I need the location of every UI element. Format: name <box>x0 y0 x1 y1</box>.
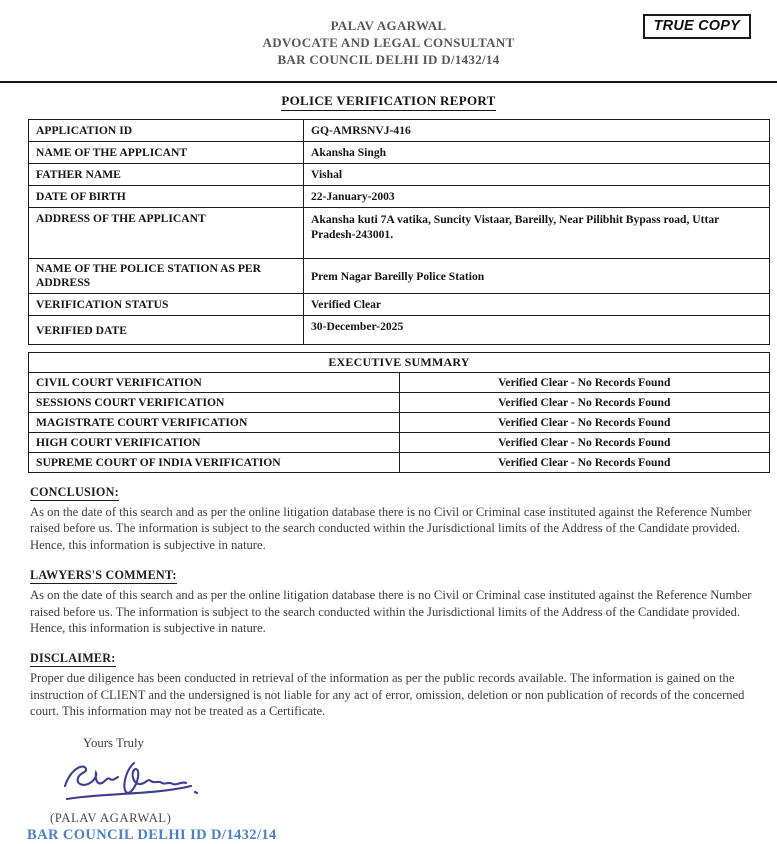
summary-label: SESSIONS COURT VERIFICATION <box>29 393 400 413</box>
summary-title-row <box>29 353 770 373</box>
true-copy-stamp: TRUE COPY <box>643 14 751 39</box>
summary-label: CIVIL COURT VERIFICATION <box>29 373 400 393</box>
field-value: 22-January-2003 <box>304 186 770 208</box>
signatory-name: (PALAV AGARWAL) <box>50 810 172 825</box>
closing-text: Yours Truly <box>83 735 144 750</box>
letterhead-name: PALAV AGARWAL <box>330 18 447 33</box>
applicant-table <box>28 119 770 345</box>
summary-row <box>29 373 770 393</box>
summary-label: MAGISTRATE COURT VERIFICATION <box>29 413 400 433</box>
field-label: VERIFIED DATE <box>29 316 304 345</box>
field-label: DATE OF BIRTH <box>29 186 304 208</box>
signature-image <box>27 757 777 807</box>
signatory-bar-id: BAR COUNCIL DELHI ID D/1432/14 <box>27 826 277 843</box>
field-row <box>29 186 770 208</box>
field-label: NAME OF THE APPLICANT <box>29 142 304 164</box>
letterhead-subtitle: ADVOCATE AND LEGAL CONSULTANT <box>262 35 515 50</box>
field-row <box>29 294 770 316</box>
section-heading: DISCLAIMER: <box>30 651 116 666</box>
summary-value: Verified Clear - No Records Found <box>399 393 770 413</box>
field-label: ADDRESS OF THE APPLICANT <box>29 208 304 259</box>
section-heading: CONCLUSION: <box>30 485 119 499</box>
summary-value: Verified Clear - No Records Found <box>399 413 770 433</box>
section-heading: LAWYERS'S COMMENT: <box>30 568 177 583</box>
field-value: 30-December-2025 <box>304 316 770 345</box>
field-row <box>29 259 770 294</box>
summary-label: SUPREME COURT OF INDIA VERIFICATION <box>29 453 400 473</box>
summary-row <box>29 433 770 453</box>
summary-value: Verified Clear - No Records Found <box>399 373 770 393</box>
section-body: Proper due diligence has been conducted in retrieval of the information as per the public records available. The information is gained on the instruction of CLIENT and the undersigned is not liable for any act of error, omission, deletion or non publication of records of the concerned court. This information may not be treated as a Certificate. <box>30 671 745 719</box>
summary-row <box>29 393 770 413</box>
section-body: As on the date of this search and as per the online litigation database there is no Civil or Criminal case instituted against the Reference Number raised before us. The information is subject to the search conducted within the Jurisdictional limits of the Address of the Candidate provided. Hence, this information is subjective in nature. <box>30 505 752 552</box>
section-disclaimer <box>30 649 755 719</box>
field-value: Vishal <box>304 164 770 186</box>
field-value: Verified Clear <box>304 294 770 316</box>
summary-row <box>29 453 770 473</box>
field-value: Prem Nagar Bareilly Police Station <box>304 259 770 294</box>
field-label: FATHER NAME <box>29 164 304 186</box>
field-row <box>29 164 770 186</box>
report-title: POLICE VERIFICATION REPORT <box>281 93 495 111</box>
section-conclusion <box>30 483 755 553</box>
executive-summary-table <box>28 352 770 473</box>
letterhead-bar-id: BAR COUNCIL DELHI ID D/1432/14 <box>277 52 500 67</box>
field-value: Akansha Singh <box>304 142 770 164</box>
field-value: Akansha kuti 7A vatika, Suncity Vistaar, Bareilly, Near Pilibhit Bypass road, Uttar Pradesh-243001. <box>304 208 770 259</box>
summary-row <box>29 413 770 433</box>
section-lawyers-comment <box>30 566 755 636</box>
field-label: VERIFICATION STATUS <box>29 294 304 316</box>
field-label: NAME OF THE POLICE STATION AS PER ADDRESS <box>29 259 304 294</box>
summary-value: Verified Clear - No Records Found <box>399 453 770 473</box>
field-row <box>29 120 770 142</box>
summary-value: Verified Clear - No Records Found <box>399 433 770 453</box>
header-rule <box>0 81 777 83</box>
field-label: APPLICATION ID <box>29 120 304 142</box>
field-row <box>29 316 770 345</box>
summary-title: EXECUTIVE SUMMARY <box>29 353 770 373</box>
field-row <box>29 142 770 164</box>
summary-label: HIGH COURT VERIFICATION <box>29 433 400 453</box>
signoff-block <box>27 736 777 844</box>
signature-strokes <box>55 757 205 807</box>
field-value: GQ-AMRSNVJ-416 <box>304 120 770 142</box>
section-body: As on the date of this search and as per the online litigation database there is no Civil or Criminal case instituted against the Reference Number raised before us. The information is subject to the search conducted within the Jurisdictional limits of the Address of the Candidate provided. Hence, this information is subjective in nature. <box>30 588 752 636</box>
field-row <box>29 208 770 259</box>
